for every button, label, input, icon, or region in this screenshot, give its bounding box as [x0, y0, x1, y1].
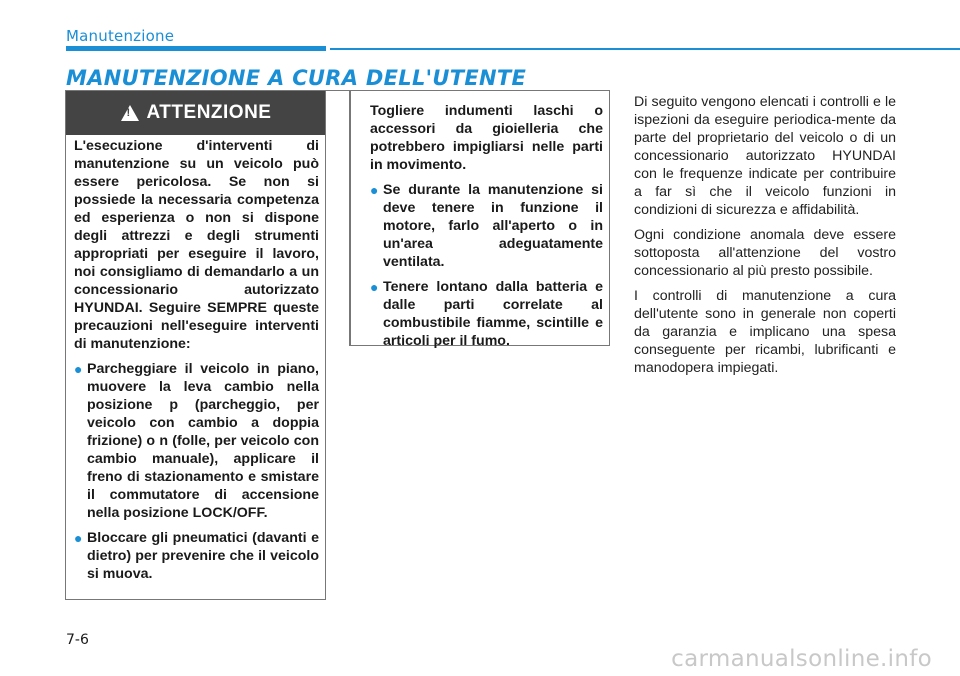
warning-box-left-right-border — [325, 346, 326, 600]
bullet-dot-icon: ● — [370, 182, 379, 198]
body-paragraph: Di seguito vengono elencati i controlli e le ispezioni da eseguire periodica-mente da parte del proprietario del veicolo o di un concessionario autorizzato HYUNDAI con le frequenze indicate per contribuire a far sì che il veicolo funzioni in condizioni di sicurezza e affidabilità. — [634, 94, 896, 218]
page-title: MANUTENZIONE A CURA DELL'UTENTE — [66, 66, 527, 90]
warning-bullet: ● Tenere lontano dalla batteria e dalle parti correlate al combustibile fiamme, scintille e articoli per il fumo. — [370, 279, 603, 349]
warning-bullet: ● Parcheggiare il veicolo in piano, muovere la leva cambio nella posizione p (parcheggio, per veicolo con cambio a doppia frizione) o n (folle, per veicolo con cambio manuale), applicare il freno di stazionamento e smistare il commutatore di accensione nella posizione LOCK/OFF. — [74, 361, 319, 521]
warning-box-lower-mask — [326, 346, 616, 606]
watermark: carmanualsonline.info — [671, 646, 932, 672]
warning-box-mid-left-border — [349, 90, 350, 346]
section-label: Manutenzione — [66, 27, 175, 45]
warning-box-left-col-right-border — [325, 90, 326, 346]
warning-triangle-icon — [121, 105, 139, 121]
section-rule-thick — [66, 46, 326, 51]
bullet-dot-icon: ● — [74, 361, 83, 377]
warning-bullet: ● Se durante la manutenzione si deve tenere in funzione il motore, farlo all'aperto o in un'area adeguatamente ventilata. — [370, 182, 603, 270]
body-text-column — [634, 93, 896, 384]
warning-header — [66, 91, 326, 135]
warning-box-left-gap-mask — [326, 90, 349, 346]
warning-column-divider — [350, 91, 351, 347]
bullet-dot-icon: ● — [74, 530, 83, 546]
body-paragraph: Ogni condizione anomala deve essere sottoposta all'attenzione del vostro concessionario al più presto possibile. — [634, 227, 896, 279]
bullet-dot-icon: ● — [370, 279, 379, 295]
page-number: 7-6 — [66, 632, 89, 648]
section-rule-thin — [330, 48, 960, 50]
body-paragraph: I controlli di manutenzione a cura dell'utente sono in generale non coperti da garanzia e implicano una spesa conseguente per ricambi, lubrificanti e manodopera impiegati. — [634, 288, 896, 376]
warning-middle-column — [370, 102, 603, 357]
warning-title: ATTENZIONE — [146, 102, 272, 123]
warning-left-column — [74, 137, 319, 590]
warning-continued-text: Togliere indumenti laschi o accessori da gioielleria che potrebbero impigliarsi nelle parti in movimento. — [370, 103, 603, 173]
warning-intro: L'esecuzione d'interventi di manutenzione su un veicolo può essere pericolosa. Se non si possiede la necessaria competenza ed esperienza o non si dispone degli attrezzi e degli strumenti appropriati per eseguire il lavoro, noi consigliamo di demandarlo a un concessionario autorizzato HYUNDAI. Seguire SEMPRE queste precauzioni nell'eseguire interventi di manutenzione: — [74, 138, 319, 352]
warning-bullet: ● Bloccare gli pneumatici (davanti e dietro) per prevenire che il veicolo si muova. — [74, 530, 319, 582]
